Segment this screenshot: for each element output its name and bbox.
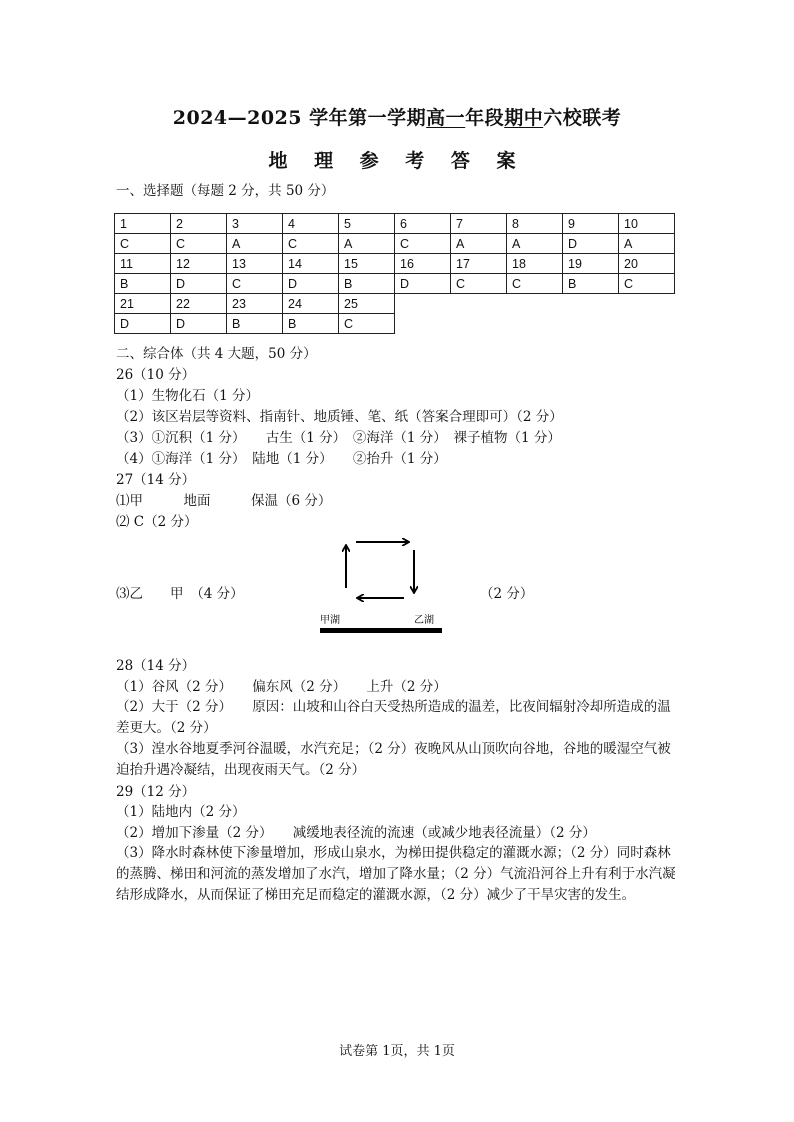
table-cell: D — [283, 274, 339, 294]
table-empty-cell — [563, 314, 619, 334]
table-cell: 8 — [507, 214, 563, 234]
table-cell: 9 — [563, 214, 619, 234]
q29-heading: 29（12 分） — [116, 784, 196, 800]
page-footer: 试卷第 1页，共 1页 — [339, 1044, 455, 1059]
table-cell: C — [283, 234, 339, 254]
table-cell: C — [451, 274, 507, 294]
q26-answer-3: （3）①沉积（1 分） 古生（1 分） ②海洋（1 分） 裸子植物（1 分） — [116, 430, 561, 446]
table-cell: 12 — [171, 254, 227, 274]
table-cell: 13 — [227, 254, 283, 274]
table-cell: C — [339, 314, 395, 334]
answer-table — [114, 213, 675, 334]
table-row — [115, 314, 675, 334]
table-cell: D — [115, 314, 171, 334]
table-cell: 16 — [395, 254, 451, 274]
table-cell: A — [339, 234, 395, 254]
document-title — [0, 103, 794, 130]
title-part-5: 六校联考 — [543, 107, 622, 129]
table-cell: 2 — [171, 214, 227, 234]
table-cell: B — [227, 314, 283, 334]
q27-heading: 27（14 分） — [116, 472, 196, 488]
table-cell: 24 — [283, 294, 339, 314]
table-cell: D — [171, 274, 227, 294]
table-cell: 1 — [115, 214, 171, 234]
table-cell: 11 — [115, 254, 171, 274]
table-row — [115, 234, 675, 254]
table-cell: 19 — [563, 254, 619, 274]
table-cell: A — [451, 234, 507, 254]
table-cell: 4 — [283, 214, 339, 234]
table-cell: C — [619, 274, 675, 294]
q27-answer-1: ⑴甲 地面 保温（6 分） — [116, 493, 332, 509]
table-cell: 23 — [227, 294, 283, 314]
table-cell: 5 — [339, 214, 395, 234]
table-cell: 3 — [227, 214, 283, 234]
title-part-2: 高一 — [426, 107, 466, 129]
table-row — [115, 254, 675, 274]
table-empty-cell — [507, 314, 563, 334]
table-cell: C — [507, 274, 563, 294]
section2-heading: 二、综合体（共 4 大题，50 分） — [116, 346, 317, 362]
table-empty-cell — [619, 314, 675, 334]
table-empty-cell — [395, 314, 451, 334]
table-cell: B — [563, 274, 619, 294]
table-row — [115, 214, 675, 234]
q27-answer-3-score: （2 分） — [480, 586, 534, 602]
table-empty-cell — [451, 294, 507, 314]
title-part-1: 2024—2025 学年第一学期 — [172, 107, 427, 129]
table-cell: 10 — [619, 214, 675, 234]
table-cell: B — [339, 274, 395, 294]
table-cell: A — [619, 234, 675, 254]
table-cell: C — [171, 234, 227, 254]
q26-heading: 26（10 分） — [116, 367, 196, 383]
table-cell: 6 — [395, 214, 451, 234]
q29-answer-1: （1）陆地内（2 分） — [116, 804, 246, 820]
q26-answer-4: （4）①海洋（1 分） 陆地（1 分） ②抬升（1 分） — [116, 451, 447, 467]
ground-bar — [320, 628, 442, 633]
table-cell: D — [395, 274, 451, 294]
table-empty-cell — [619, 294, 675, 314]
table-empty-cell — [563, 294, 619, 314]
q29-answer-3: （3）降水时森林使下渗量增加，形成山泉水，为梯田提供稳定的灌溉水源；（2 分）同时森林的蒸腾、梯田和河流的蒸发增加了水汽，增加了降水量；（2 分）气流沿河谷上升有利于水汽凝结形成降水，从而保证了梯田充足而稳定的灌溉水源，（2 分）减少了干旱灾害的发生。 — [116, 845, 676, 903]
q26-answer-1: （1）生物化石（1 分） — [116, 388, 259, 404]
table-cell: D — [171, 314, 227, 334]
table-cell: 17 — [451, 254, 507, 274]
table-row — [115, 274, 675, 294]
q28-answer-2: （2）大于（2 分） 原因：山坡和山谷白天受热所造成的温差，比夜间辐射冷却所造成的温差更大。（2 分） — [116, 699, 671, 736]
table-cell: 22 — [171, 294, 227, 314]
table-cell: A — [507, 234, 563, 254]
title-part-4: 期中 — [504, 107, 544, 129]
table-empty-cell — [507, 294, 563, 314]
table-cell: C — [115, 234, 171, 254]
diagram-left-label: 甲湖 — [320, 615, 340, 626]
section1-heading: 一、选择题（每题 2 分，共 50 分） — [116, 183, 335, 199]
title-part-3: 年段 — [465, 107, 505, 129]
table-cell: D — [563, 234, 619, 254]
table-cell: 15 — [339, 254, 395, 274]
document-subtitle: 地 理 参 考 答 案 — [268, 150, 526, 172]
table-cell: 21 — [115, 294, 171, 314]
table-cell: 14 — [283, 254, 339, 274]
table-empty-cell — [451, 314, 507, 334]
q28-answer-1: （1）谷风（2 分） 偏东风（2 分） 上升（2 分） — [116, 679, 447, 695]
table-cell: 20 — [619, 254, 675, 274]
q28-answer-3: （3）湟水谷地夏季河谷温暖，水汽充足；（2 分）夜晚风从山顶吹向谷地，谷地的暖湿空气被迫抬升遇冷凝结，出现夜雨天气。（2 分） — [116, 741, 671, 778]
q27-answer-3: ⑶乙 甲 （4 分） — [116, 586, 244, 602]
table-empty-cell — [395, 294, 451, 314]
table-cell: 25 — [339, 294, 395, 314]
q29-answer-2: （2）增加下渗量（2 分） 减缓地表径流的流速（或减少地表径流量）（2 分） — [116, 825, 596, 841]
q27-answer-2: ⑵ C（2 分） — [116, 514, 198, 530]
table-cell: 18 — [507, 254, 563, 274]
diagram-right-label: 乙湖 — [414, 615, 434, 626]
table-cell: B — [283, 314, 339, 334]
table-row — [115, 294, 675, 314]
q28-heading: 28（14 分） — [116, 658, 196, 674]
q26-answer-2: （2）该区岩层等资料、指南针、地质锤、笔、纸（答案合理即可）（2 分） — [116, 409, 563, 425]
table-cell: B — [115, 274, 171, 294]
table-cell: C — [227, 274, 283, 294]
table-cell: 7 — [451, 214, 507, 234]
table-cell: A — [227, 234, 283, 254]
table-cell: C — [395, 234, 451, 254]
lake-breeze-circulation-diagram — [316, 532, 452, 638]
